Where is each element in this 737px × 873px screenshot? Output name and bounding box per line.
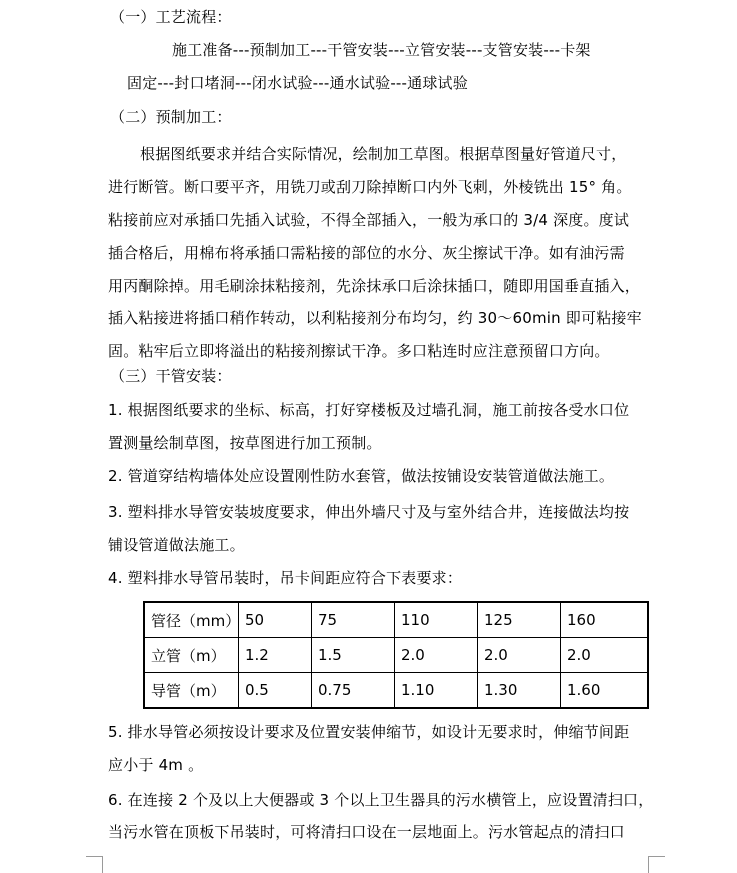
table-cell: 75 [312,602,395,638]
item-6-line-1: 6. 在连接 2 个及以上大便器或 3 个以上卫生器具的污水横管上，应设置清扫口， [108,791,654,809]
prefab-paragraph-line: 进行断管。断口要平齐，用铣刀或刮刀除掉断口内外飞刺，外棱铣出 15° 角。 [108,178,632,196]
table-cell: 50 [239,602,312,638]
item-3-line-1: 3. 塑料排水导管安装坡度要求，伸出外墙尺寸及与室外结合井，连接做法均按 [108,503,630,521]
table-row [144,638,648,673]
table-cell: 1.5 [312,638,395,673]
table-cell: 1.2 [239,638,312,673]
item-1-line-1: 1. 根据图纸要求的坐标、标高，打好穿楼板及过墙孔洞，施工前按各受水口位 [108,401,630,419]
item-5-line-1: 5. 排水导管必须按设计要求及位置安装伸缩节，如设计无要求时，伸缩节间距 [108,723,630,741]
section1-heading: （一）工艺流程： [110,8,232,26]
page-corner-mark [648,856,665,873]
table-cell: 管径（mm） [144,602,239,638]
prefab-paragraph-line: 插合格后，用棉布将承插口需粘接的部位的水分、灰尘擦试干净。如有油污需 [108,244,625,262]
item-5-line-2: 应小于 4m 。 [108,756,204,774]
prefab-paragraph-line: 根据图纸要求并结合实际情况，绘制加工草图。根据草图量好管道尺寸， [140,145,627,163]
table-cell: 2.0 [395,638,478,673]
process-flow-line-2: 固定---封口堵洞---闭水试验---通水试验---通球试验 [127,74,468,92]
item-6-line-2: 当污水管在顶板下吊装时，可将清扫口设在一层地面上。污水管起点的清扫口 [108,823,625,841]
table-cell: 2.0 [561,638,649,673]
item-1-line-2: 置测量绘制草图，按草图进行加工预制。 [108,434,382,452]
table-cell: 导管（m） [144,673,239,709]
prefab-paragraph-line: 固。粘牢后立即将溢出的粘接剂擦试干净。多口粘连时应注意预留口方向。 [108,342,610,360]
table-cell: 1.10 [395,673,478,709]
section2-heading: （二）预制加工： [110,108,232,126]
table-cell: 立管（m） [144,638,239,673]
item-2: 2. 管道穿结构墙体处应设置刚性防水套管，做法按铺设安装管道做法施工。 [108,467,615,485]
table-cell: 160 [561,602,649,638]
item-4: 4. 塑料排水导管吊装时，吊卡间距应符合下表要求： [108,569,463,587]
table-cell: 1.30 [478,673,561,709]
table-row [144,673,648,709]
item-3-line-2: 铺设管道做法施工。 [108,536,245,554]
section3-heading: （三）干管安装： [110,367,232,385]
table-cell: 1.60 [561,673,649,709]
prefab-paragraph-line: 用丙酮除掉。用毛刷涂抹粘接剂，先涂抹承口后涂抹插口，随即用国垂直插入， [108,277,641,295]
table-cell: 125 [478,602,561,638]
prefab-paragraph-line: 粘接前应对承插口先插入试验，不得全部插入，一般为承口的 3/4 深度。度试 [108,211,630,229]
prefab-paragraph-line: 插入粘接进将插口稍作转动，以利粘接剂分布均匀，约 30～60min 即可粘接牢 [108,309,642,327]
table-cell: 110 [395,602,478,638]
table-cell: 0.5 [239,673,312,709]
process-flow-line-1: 施工准备---预制加工---干管安装---立管安装---支管安装---卡架 [172,41,591,59]
table-row [144,602,648,638]
table-cell: 2.0 [478,638,561,673]
page-corner-mark [86,856,103,873]
table-cell: 0.75 [312,673,395,709]
pipe-spacing-table [143,601,649,709]
